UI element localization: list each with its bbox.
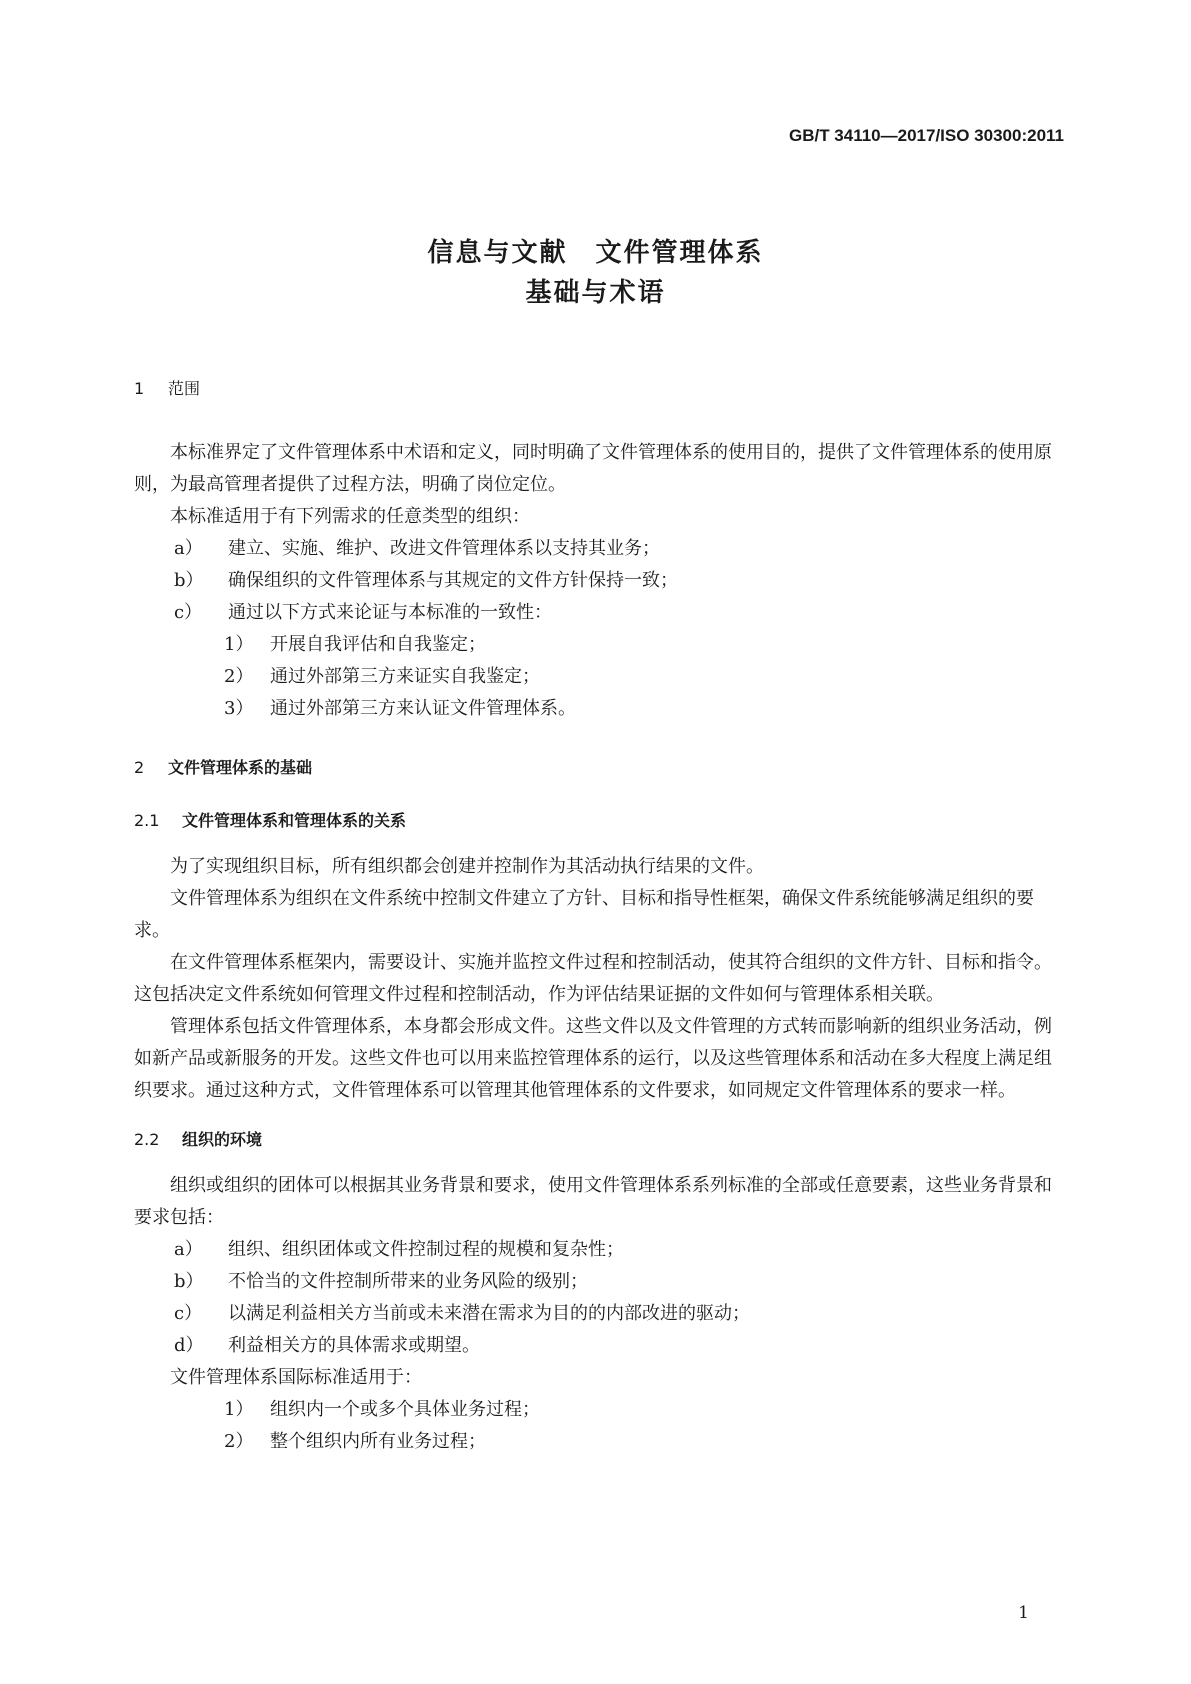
- sub-list-item: [134, 629, 1059, 661]
- sub-list-item: [134, 693, 1059, 725]
- list-item: [134, 1266, 1059, 1298]
- sub-list-item: [134, 1426, 1059, 1458]
- list-marker: 1）: [224, 1399, 254, 1420]
- list-marker: a）: [174, 1239, 203, 1260]
- list-marker: 2）: [224, 666, 254, 687]
- list-text: 确保组织的文件管理体系与其规定的文件方针保持一致；: [228, 570, 678, 591]
- section-number: 2.1: [134, 811, 160, 830]
- section-2-1-heading: [134, 808, 1059, 831]
- list-item: [134, 1330, 1059, 1362]
- list-marker: b）: [174, 1271, 204, 1292]
- section-number: 2: [134, 758, 145, 777]
- list-text: 不恰当的文件控制所带来的业务风险的级别；: [228, 1271, 588, 1292]
- list-item: [134, 1234, 1059, 1266]
- list-marker: d）: [174, 1335, 204, 1356]
- document-title-line2: 基础与术语: [525, 278, 666, 308]
- paragraph: 文件管理体系为组织在文件系统中控制文件建立了方针、目标和指导性框架，确保文件系统能够满足组织的要求。: [134, 888, 1034, 941]
- list-text: 组织内一个或多个具体业务过程；: [270, 1399, 540, 1420]
- list-text: 整个组织内所有业务过程；: [270, 1431, 486, 1452]
- sub-list-item: [134, 661, 1059, 693]
- standard-code: GB/T 34110—2017/ISO 30300:2011: [788, 126, 1064, 145]
- list-item: [134, 533, 1059, 565]
- section-title: 文件管理体系的基础: [168, 758, 313, 777]
- paragraph: 管理体系包括文件管理体系，本身都会形成文件。这些文件以及文件管理的方式转而影响新的组织业务活动，例如新产品或新服务的开发。这些文件也可以用来监控管理体系的运行，以及这些管理体系和活动在多大程度上满足组织要求。通过这种方式，文件管理体系可以管理其他管理体系的文件要求，如同规定文件管理体系的要求一样。: [134, 1016, 1052, 1101]
- list-marker: a）: [174, 538, 203, 559]
- section-number: 2.2: [134, 1130, 160, 1149]
- section-title: 范围: [168, 379, 201, 398]
- list-marker: 1）: [224, 634, 254, 655]
- list-item: [134, 597, 1059, 629]
- list-text: 通过外部第三方来证实自我鉴定；: [270, 666, 540, 687]
- document-title-line1: 信息与文献 文件管理体系: [427, 238, 764, 268]
- section-2-heading: [134, 755, 1059, 778]
- section-title: 组织的环境: [182, 1130, 263, 1149]
- document-body: [134, 376, 1059, 1458]
- paragraph: 在文件管理体系框架内，需要设计、实施并监控文件过程和控制活动，使其符合组织的文件方针、目标和指令。这包括决定文件系统如何管理文件过程和控制活动，作为评估结果证据的文件如何与管理体系相关联。: [134, 952, 1052, 1005]
- list-text: 开展自我评估和自我鉴定；: [270, 634, 486, 655]
- list-text: 建立、实施、维护、改进文件管理体系以支持其业务；: [228, 538, 660, 559]
- paragraph: 文件管理体系国际标准适用于：: [170, 1367, 422, 1388]
- list-item: [134, 1298, 1059, 1330]
- section-2-2-heading: [134, 1127, 1059, 1150]
- paragraph: 为了实现组织目标，所有组织都会创建并控制作为其活动执行结果的文件。: [170, 856, 764, 877]
- list-text: 通过以下方式来论证与本标准的一致性：: [228, 602, 552, 623]
- list-text: 组织、组织团体或文件控制过程的规模和复杂性；: [228, 1239, 624, 1260]
- list-text: 通过外部第三方来认证文件管理体系。: [270, 698, 576, 719]
- paragraph: 本标准适用于有下列需求的任意类型的组织：: [170, 506, 530, 527]
- list-marker: c）: [174, 602, 203, 623]
- paragraph: 组织或组织的团体可以根据其业务背景和要求，使用文件管理体系系列标准的全部或任意要素，这些业务背景和要求包括：: [134, 1175, 1052, 1228]
- page-number: 1: [1018, 1603, 1029, 1623]
- list-item: [134, 565, 1059, 597]
- section-title: 文件管理体系和管理体系的关系: [182, 811, 407, 830]
- list-text: 利益相关方的具体需求或期望。: [228, 1335, 480, 1356]
- section-1-heading: [134, 376, 1059, 399]
- list-marker: 2）: [224, 1431, 254, 1452]
- list-marker: b）: [174, 570, 204, 591]
- list-text: 以满足利益相关方当前或未来潜在需求为目的的内部改进的驱动；: [228, 1303, 750, 1324]
- list-marker: 3）: [224, 698, 254, 719]
- list-marker: c）: [174, 1303, 203, 1324]
- paragraph: 本标准界定了文件管理体系中术语和定义，同时明确了文件管理体系的使用目的，提供了文件管理体系的使用原则，为最高管理者提供了过程方法，明确了岗位定位。: [134, 442, 1052, 495]
- sub-list-item: [134, 1394, 1059, 1426]
- section-number: 1: [134, 379, 145, 398]
